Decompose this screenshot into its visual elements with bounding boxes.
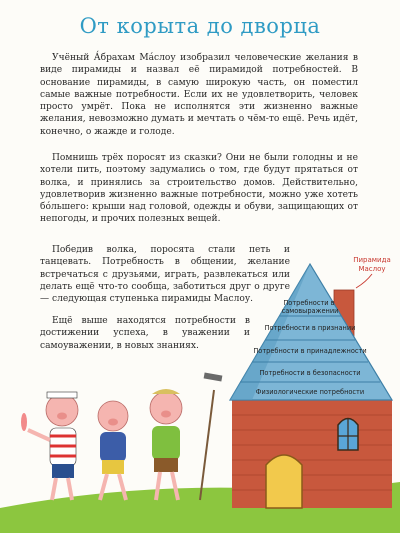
- pyramid-level-1: Потребности в самовыражении: [281, 299, 339, 315]
- pig-sailor: [21, 392, 78, 500]
- door: [266, 455, 302, 508]
- pyramid-level-2: Потребности в признании: [264, 324, 356, 332]
- pyramid-level-5: Физиологические потребности: [255, 388, 365, 396]
- page-title: От корыта до дворца: [79, 14, 321, 38]
- paragraph-2: Помнишь трёх поросят из сказки? Они не были голодны и не хотели пить, поэтому задумались о том, где будут прятаться от волка, и принялись за строительство домов. Действительно, удовлетворив жизненно важные потребности, можно уже хотеть бо́льшего: крыши над головой, одежды и обуви, защищающих от непогоды, и прочих полезных вещей.: [40, 153, 358, 225]
- pyramid-level-3: Потребности в принадлежности: [253, 347, 367, 355]
- house-wall: [232, 400, 392, 508]
- illustration: [0, 250, 400, 533]
- pyramid-caption-line-2: Маслоу: [358, 265, 386, 273]
- pig-blue-shirt: [98, 401, 128, 500]
- paragraph-1: Учёный А́брахам Ма́слоу изобразил человеческие желания в виде пирамиды и назвал её пирамидой потребностей. В основание пирамиды, в самую широкую часть, он поместил самые важные потребности. Если их не удовлетворить, человек просто умрёт. Пока не исполнятся эти жизненно важные желания, невозможно думать и мечтать о чём-то ещё. Речь идёт, конечно, о жажде и голоде.: [40, 53, 358, 137]
- pyramid-level-4: Потребности в безопасности: [259, 369, 361, 377]
- pig-green-shirt: [150, 372, 222, 500]
- rake: [200, 390, 214, 500]
- pyramid-caption-line-1: Пирамида: [353, 256, 391, 264]
- caption-arrow: [356, 274, 372, 288]
- paragraph-3: Победив волка, поросята стали петь и танцевать. Потребность в общении, желание встречаться с друзьями, играть, развлекаться или делать ещё что-то сообща, заботиться друг о друге — следующая ступенька пирамиды Маслоу.: [40, 245, 290, 305]
- paragraph-4: Ещё выше находятся потребности в достижении успеха, в уважении и самоуважении, в новых знаниях.: [40, 316, 250, 351]
